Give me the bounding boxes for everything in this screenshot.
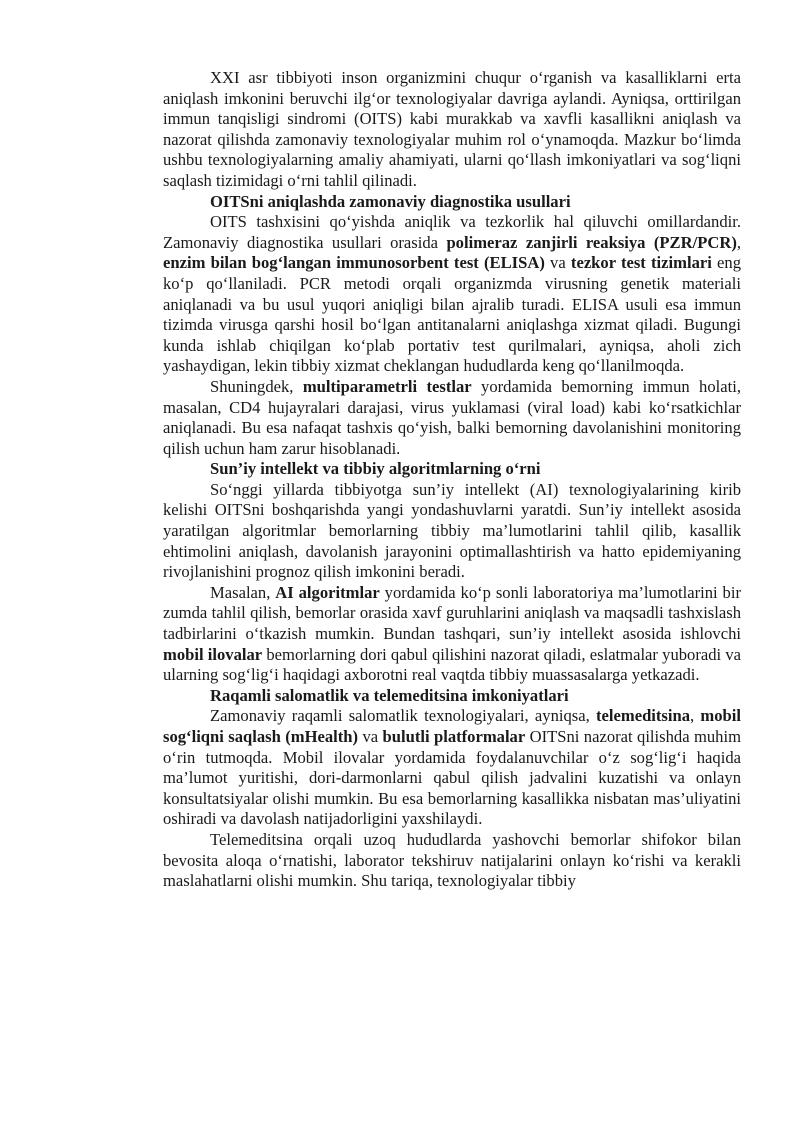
bold-term-rapid-tests: tezkor test tizimlari	[570, 253, 712, 273]
digital-health-paragraph-1	[163, 706, 741, 830]
ai-paragraph-1: So‘nggi yillarda tibbiyotga sun’iy intellekt (AI) texnologiyalarining kirib kelishi OITSni boshqarishda yangi yondashuvlarni yaratdi. Sun’iy intellekt asosida yaratilgan algoritmlar bemorlarning tibbiy ma’lumotlarini tahlil qilib, kasallik ehtimolini aniqlash, davolanish jarayonini optimallashtirish va hatto epidemiyaning rivojlanishini prognoz qilish imkonini beradi.	[163, 479, 741, 582]
bold-term-elisa: enzim bilan bog‘langan immunosorbent test (ELISA)	[163, 253, 545, 273]
ai-paragraph-2	[163, 583, 741, 686]
bold-term-pcr: polimeraz zanjirli reaksiya (PZR/PCR)	[446, 232, 737, 252]
text-span: OITS tashxisini qo‘yishda aniqlik va tezkorlik hal qiluvchi omillardandir. Zamonaviy diagnostika usullari orasida	[163, 212, 741, 252]
text-span: yordamida bemorning immun holati, masalan, CD4 hujayralari darajasi, virus yuklamasi (viral load) kabi ko‘rsatkichlar aniqlanadi. Bu esa nafaqat tashxis qo‘yish, balki bemorning davolanishini monitoring qilish uchun ham zarur hisoblanadi.	[163, 376, 741, 458]
text-span: eng ko‘p qo‘llaniladi. PCR metodi orqali organizmda virusning genetik materiali aniqlanadi va bu usul yuqori aniqligi bilan ajralib turadi. ELISA usuli esa immun tizimda virusga qarshi hosil bo‘lgan antitanalarni aniqlashga xizmat qiladi. Bugungi kunda ishlab chiqilgan ko‘plab portativ test qurilmalari, ayniqsa, aholi zich yashaydigan, lekin tibbiy xizmat cheklangan hududlarda keng qo‘llanilmoqda.	[163, 253, 742, 376]
text-span: ,	[690, 706, 701, 726]
bold-term-ai-algorithms: AI algoritmlar	[275, 582, 380, 602]
text-span: bemorlarning dori qabul qilishini nazorat qiladi, eslatmalar yuboradi va ularning sog‘lig‘i haqidagi axborotni real vaqtda tibbiy muassasalarga yetkazadi.	[163, 644, 741, 685]
text-span: Masalan,	[210, 582, 276, 602]
bold-term-multiparametric: multiparametrli testlar	[302, 376, 472, 396]
intro-paragraph: XXI asr tibbiyoti inson organizmini chuqur o‘rganish va kasalliklarni erta aniqlash imkonini beruvchi ilg‘or texnologiyalar davriga aylandi. Ayniqsa, orttirilgan immun tanqisligi sindromi (OITS) kabi murakkab va xavfli kasallikni aniqlash va nazorat qilishda zamonaviy texnologiyalar muhim rol o‘ynamoqda. Mazkur bo‘limda ushbu texnologiyalarning amaliy ahamiyati, ularni qo‘llash imkoniyatlari va sog‘liqni saqlash tizimidagi o‘rni tahlil qilinadi.	[163, 68, 741, 190]
text-span: ,	[736, 232, 742, 252]
text-span: Zamonaviy raqamli salomatlik texnologiyalari, ayniqsa,	[210, 706, 597, 726]
section-heading-ai: Sun’iy intellekt va tibbiy algoritmlarning o‘rni	[210, 459, 541, 479]
digital-health-paragraph-2: Telemeditsina orqali uzoq hududlarda yashovchi bemorlar shifokor bilan bevosita aloqa o‘rnatishi, laborator tekshiruv natijalarini onlayn ko‘rishi va kerakli maslahatlarni olishi mumkin. Shu tariqa, texnologiyalar tibbiy	[163, 829, 741, 891]
text-span: va	[358, 727, 383, 746]
bold-term-mhealth: mobil sog‘liqni saqlash (mHealth)	[163, 706, 741, 746]
section-heading-diagnostics: OITSni aniqlashda zamonaviy diagnostika usullari	[210, 191, 571, 211]
text-span: yordamida ko‘p sonli laboratoriya ma’lumotlarini bir zumda tahlil qilish, bemorlar orasida xavf guruhlarini aniqlash va maqsadli tashxislash tadbirlarini o‘tkazish mumkin. Bundan tashqari, sun’iy intellekt asosida ishlovchi	[163, 582, 741, 644]
document-body	[163, 68, 741, 892]
bold-term-telemedicine: telemeditsina	[596, 706, 691, 726]
section-heading-digital-health: Raqamli salomatlik va telemeditsina imkoniyatlari	[210, 685, 569, 705]
text-span: OITSni nazorat qilishda muhim o‘rin tutmoqda. Mobil ilovalar yordamida foydalanuvchilar o‘z sog‘lig‘i haqida ma’lumot yuritishi, dori-darmonlarni qabul qilish jadvalini kuzatishi va onlayn konsultatsiyalar olishi mumkin. Bu esa bemorlarning kasallikka nisbatan mas’uliyatini oshiradi va davolash natijadorligini yaxshilaydi.	[163, 727, 741, 829]
diagnostics-paragraph-2	[163, 377, 741, 459]
bold-term-mobile-apps: mobil ilovalar	[163, 644, 263, 664]
text-span: va	[544, 253, 571, 273]
bold-term-cloud-platforms: bulutli platformalar	[382, 727, 526, 746]
text-span: Shuningdek,	[210, 376, 303, 396]
diagnostics-paragraph-1	[163, 212, 741, 377]
